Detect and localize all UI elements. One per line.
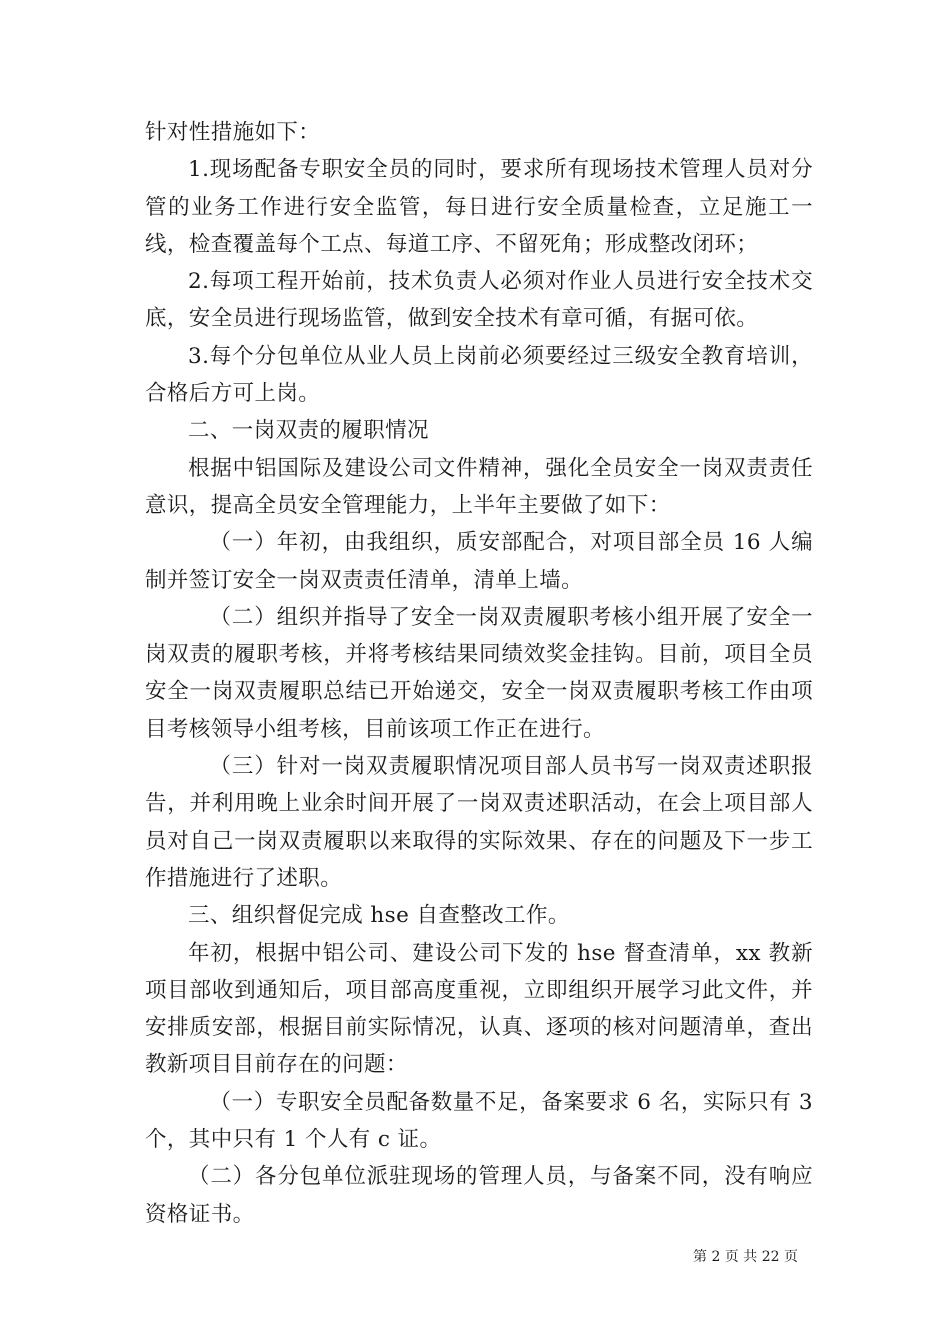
section-heading-2: 二、一岗双责的履职情况	[188, 418, 429, 444]
paragraph-section-3-item-1: （一）专职安全员配备数量不足，备案要求 6 名，实际只有 3 个，其中只有 1 个人有 c 证。	[145, 1089, 813, 1153]
section-heading-3: 三、组织督促完成 hse 自查整改工作。	[188, 903, 570, 929]
document-body	[145, 114, 813, 1233]
paragraph-measure-2: 2.每项工程开始前，技术负责人必须对作业人员进行安全技术交底，安全员进行现场监管，做到安全技术有章可循，有据可依。	[145, 269, 813, 332]
paragraph-measures-intro: 针对性措施如下：	[145, 120, 321, 145]
paragraph-measure-3: 3.每个分包单位从业人员上岗前必须要经过三级安全教育培训，合格后方可上岗。	[145, 343, 813, 407]
paragraph-section-3-item-2: （二）各分包单位派驻现场的管理人员，与备案不同，没有响应资格证书。	[145, 1164, 813, 1227]
paragraph-section-2-item-3: （三）针对一岗双责履职情况项目部人员书写一岗双责述职报告，并利用晚上业余时间开展了一岗双责述职活动，在会上项目部人员对自己一岗双责履职以来取得的实际效果、存在的问题及下一步工作措施进行了述职。	[145, 754, 813, 891]
paragraph-section-3-intro: 年初，根据中铝公司、建设公司下发的 hse 督查清单，xx 教新项目部收到通知后，项目部高度重视，立即组织开展学习此文件，并安排质安部，根据目前实际情况，认真、逐项的核对问题清单，查出教新项目目前存在的问题：	[145, 940, 813, 1078]
page-number: 第 2 页 共 22 页	[693, 1249, 798, 1265]
paragraph-measure-1: 1.现场配备专职安全员的同时，要求所有现场技术管理人员对分管的业务工作进行安全监管，每日进行安全质量检查，立足施工一线，检查覆盖每个工点、每道工序、不留死角；形成整改闭环；	[145, 157, 813, 257]
paragraph-section-2-item-1: （一）年初，由我组织，质安部配合，对项目部全员 16 人编制并签订安全一岗双责责任清单，清单上墙。	[145, 530, 813, 593]
paragraph-section-2-item-2: （二）组织并指导了安全一岗双责履职考核小组开展了安全一岗双责的履职考核，并将考核结果同绩效奖金挂钩。目前，项目全员安全一岗双责履职总结已开始递交，安全一岗双责履职考核工作由项目考核领导小组考核，目前该项工作正在进行。	[145, 604, 813, 742]
paragraph-section-2-intro: 根据中铝国际及建设公司文件精神，强化全员安全一岗双责责任意识，提高全员安全管理能力，上半年主要做了如下：	[145, 455, 813, 518]
